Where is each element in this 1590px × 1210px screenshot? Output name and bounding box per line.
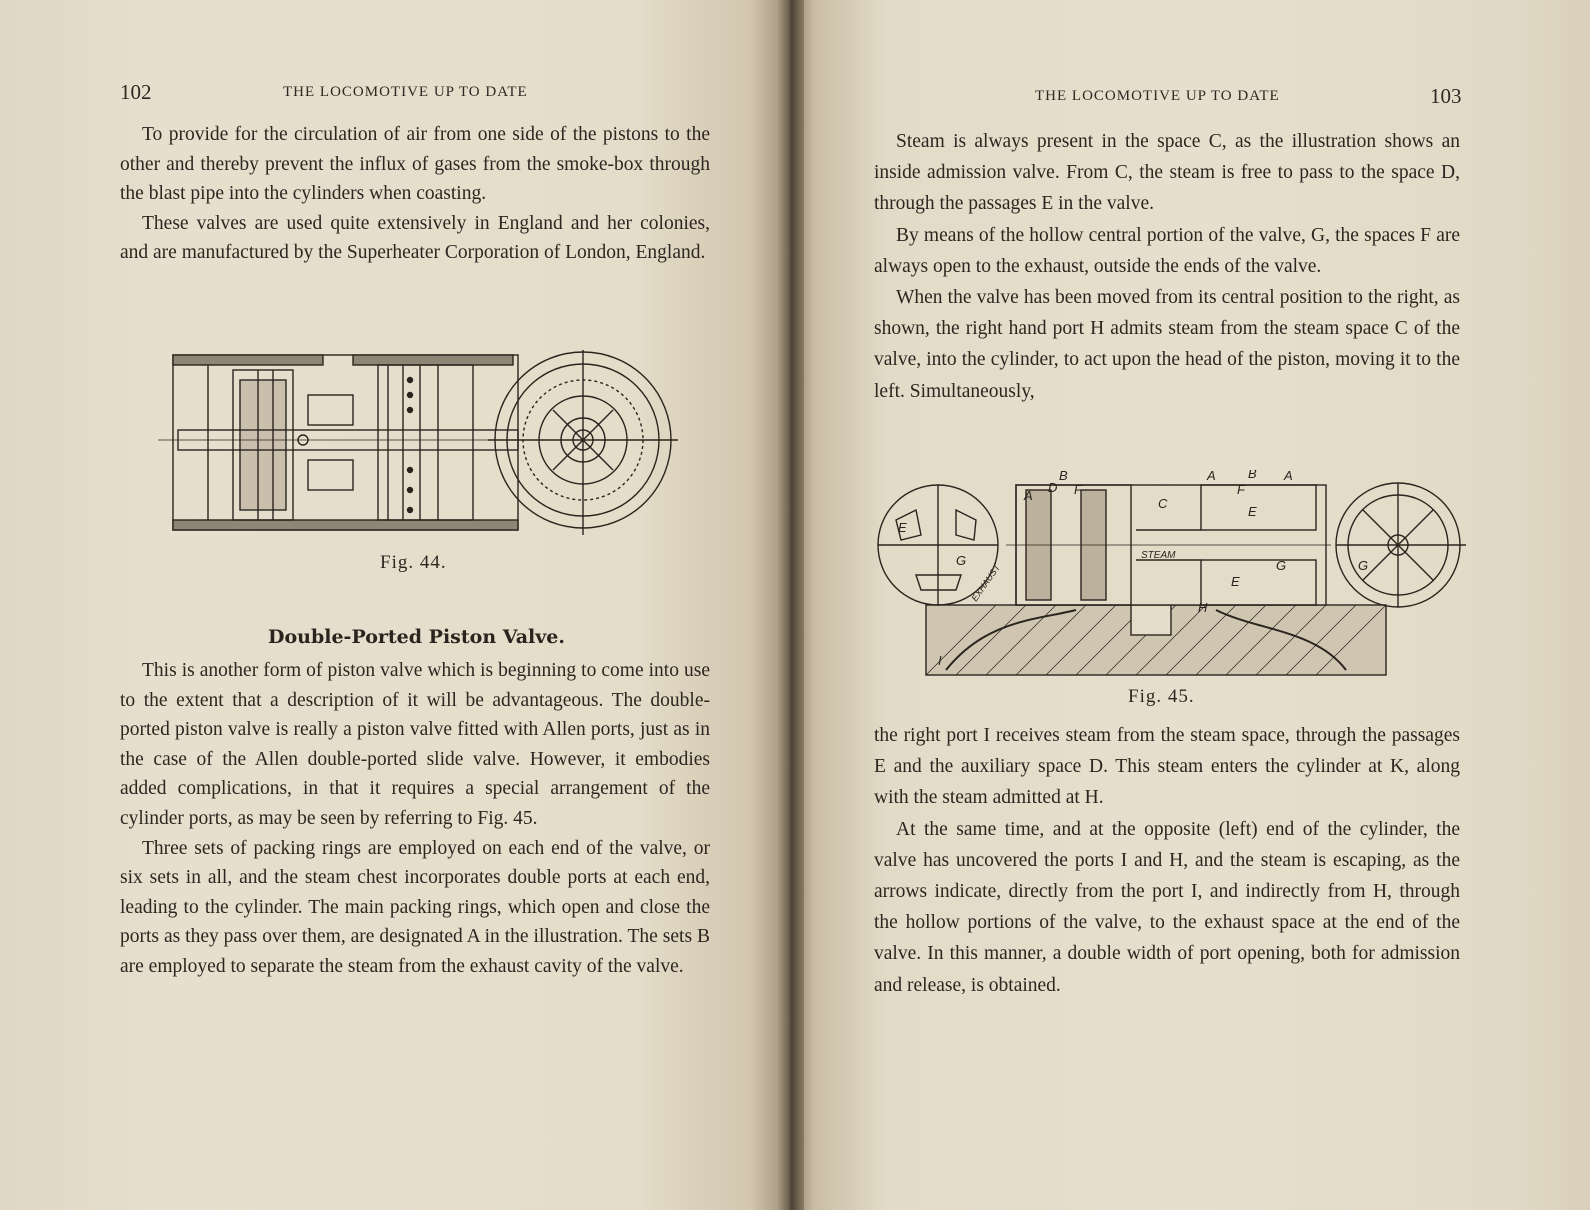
figure-44: [158, 350, 678, 540]
fig45-label-g-right: G: [1276, 558, 1287, 573]
fig45-label-e-left: E: [898, 520, 907, 535]
piston-valve-drawing: [158, 350, 678, 540]
fig45-label-g-left: G: [956, 553, 967, 568]
running-head-right: THE LOCOMOTIVE UP TO DATE: [1035, 88, 1280, 104]
fig45-label-i: I: [938, 653, 942, 668]
fig45-label-g-endview: G: [1358, 558, 1369, 573]
right-page: [790, 0, 1590, 1210]
paragraph: At the same time, and at the opposite (left) end of the cylinder, the valve has uncovered the ports I and H, and the steam is escaping, as the arrows indicate, directly from the port I, and indirectly from H, through the hollow portions of the valve, to the exhaust space at the end of the valve. In this manner, a double width of port opening, both for admission and release, is obtained.: [874, 818, 1460, 996]
running-head-left: THE LOCOMOTIVE UP TO DATE: [283, 84, 528, 100]
fig45-label-d-left: D: [1048, 480, 1058, 495]
paragraph: This is another form of piston valve which is beginning to come into use to the extent that a description of it will be advantageous. The double-ported piston valve is really a piston valve fitted with Allen ports, just as in the case of the Allen double-ported slide valve. However, it embodies added complications, in that it requires a special arrangement of the cylinder ports, as may be seen by referring to Fig. 45.: [120, 660, 710, 829]
fig45-label-f-right: F: [1237, 482, 1245, 497]
paragraph: These valves are used quite extensively in England and her colonies, and are manufactured by the Superheater Corporation of London, England.: [120, 212, 710, 264]
fig45-label-b-right: B: [1248, 470, 1257, 481]
figure-45: [876, 470, 1476, 685]
fig45-label-e-right: E: [1248, 504, 1257, 519]
double-ported-valve-drawing: [876, 470, 1476, 685]
fig-45-caption: Fig. 45.: [1128, 686, 1195, 707]
left-page: [0, 0, 790, 1210]
fig-44-caption: Fig. 44.: [380, 552, 447, 573]
fig45-label-h: H: [1198, 600, 1208, 615]
paragraph: the right port I receives steam from the steam space, through the passages E and the auxiliary space D. This steam enters the cylinder at K, along with the steam admitted at H.: [874, 725, 1460, 809]
page-number-right: 103: [1430, 84, 1462, 108]
right-text-bottom: [874, 720, 1460, 1001]
fig45-label-steam: STEAM: [1141, 550, 1176, 561]
fig45-label-exhaust: EXHAUST: [969, 562, 1003, 604]
paragraph: Three sets of packing rings are employed on each end of the valve, or six sets in all, and the steam chest incorporates double ports at each end, leading to the cylinder. The main packing rings, which open and close the ports as they pass over them, are designated A in the illustration. The sets B are employed to separate the steam from the exhaust cavity of the valve.: [120, 837, 710, 977]
paragraph: Steam is always present in the space C, as the illustration shows an inside admission valve. From C, the steam is free to pass to the space D, through the passages E in the valve.: [874, 131, 1460, 215]
fig45-label-a-left: A: [1024, 488, 1033, 503]
paragraph: To provide for the circulation of air from one side of the pistons to the other and thereby prevent the influx of gases from the smoke-box through the blast pipe into the cylinders when coasting.: [120, 124, 710, 205]
section-heading: Double-Ported Piston Valve.: [268, 626, 566, 648]
fig45-label-c: C: [1158, 496, 1168, 511]
left-text-bottom: [120, 656, 710, 982]
paragraph: When the valve has been moved from its central position to the right, as shown, the right hand port H admits steam from the steam space C of the valve, into the cylinder, to act upon the head of the piston, moving it to the left. Simultaneously,: [874, 287, 1460, 402]
paragraph: By means of the hollow central portion of the valve, G, the spaces F are always open to the exhaust, outside the ends of the valve.: [874, 224, 1460, 277]
fig45-label-a-right2: A: [1284, 470, 1293, 483]
fig45-label-b-left: B: [1059, 470, 1068, 483]
left-text-top: [120, 120, 710, 268]
fig45-label-e-lower: E: [1231, 574, 1240, 589]
book-gutter: [776, 0, 804, 1210]
fig45-label-a-right: A: [1207, 470, 1216, 483]
fig45-label-f-left: F: [1074, 482, 1082, 497]
page-number-left: 102: [120, 80, 152, 104]
right-text-top: [874, 126, 1460, 407]
